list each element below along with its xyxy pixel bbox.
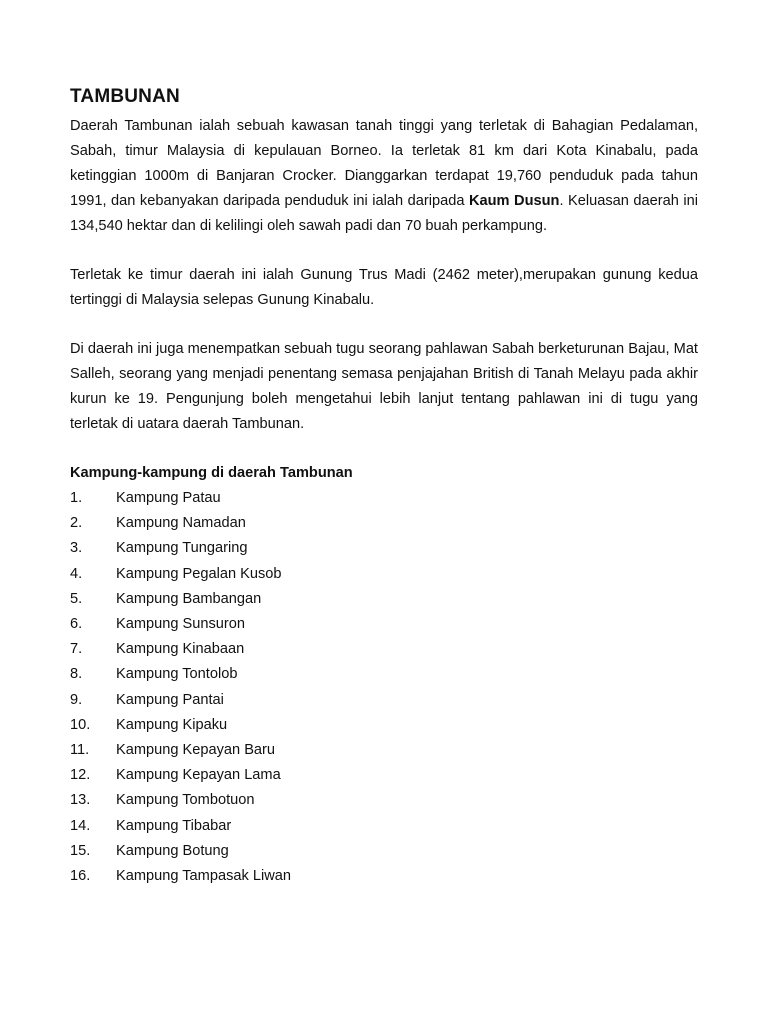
village-list-item <box>70 864 698 889</box>
village-number: 12. <box>70 767 91 784</box>
village-number: 1. <box>70 490 83 506</box>
village-list-item <box>70 814 698 839</box>
document-page <box>70 86 698 889</box>
village-name: Kampung Bambangan <box>116 590 262 607</box>
village-list-item <box>70 587 698 612</box>
village-list-item <box>70 713 698 738</box>
village-name: Kampung Tibabar <box>116 817 232 834</box>
village-number: 11. <box>70 742 90 759</box>
paragraph-intro-part2: . Keluasan daerah ini 134,540 hektar dan di kelilingi oleh sawah padi dan 70 buah perkampung. <box>70 193 698 234</box>
village-list-item <box>70 738 698 763</box>
village-number: 6. <box>70 616 83 633</box>
village-list-heading: Kampung-kampung di daerah Tambunan <box>70 465 353 481</box>
village-list-item <box>70 839 698 864</box>
paragraph-intro-bold: Kaum Dusun <box>468 193 560 209</box>
village-number: 13. <box>70 792 91 809</box>
paragraph-intro-part1: Daerah Tambunan ialah sebuah kawasan tanah tinggi yang terletak di Bahagian Pedalaman, Sabah, timur Malaysia di kepulauan Borneo. Ia terletak 81 km dari Kota Kinabalu, pada ketinggian 1000m di Banjaran Crocker. Dianggarkan terdapat 19,760 penduduk pada tahun 1991, dan kebanyakan daripada penduduk ini ialah daripada <box>70 118 698 209</box>
village-name: Kampung Namadan <box>116 515 246 532</box>
village-name: Kampung Pegalan Kusob <box>116 565 282 582</box>
village-list-item <box>70 511 698 536</box>
village-number: 9. <box>70 691 83 708</box>
village-number: 10. <box>70 716 91 733</box>
village-number: 5. <box>70 590 83 607</box>
village-name: Kampung Botung <box>116 842 229 859</box>
village-list-item <box>70 662 698 687</box>
village-name: Kampung Sunsuron <box>116 616 245 633</box>
village-number: 4. <box>70 565 83 582</box>
village-list-item <box>70 637 698 662</box>
village-name: Kampung Tombotuon <box>116 792 255 809</box>
village-list-item <box>70 688 698 713</box>
village-name: Kampung Tampasak Liwan <box>116 868 291 885</box>
village-list-item <box>70 562 698 587</box>
village-list <box>70 486 698 889</box>
village-number: 15. <box>70 842 91 859</box>
village-number: 3. <box>70 540 83 557</box>
village-name: Kampung Kepayan Baru <box>116 742 276 759</box>
paragraph-intro <box>70 114 698 239</box>
document-title: TAMBUNAN <box>70 86 180 107</box>
village-number: 16. <box>70 868 91 885</box>
village-list-item <box>70 486 698 511</box>
paragraph-monument: Di daerah ini juga menempatkan sebuah tugu seorang pahlawan Sabah berketurunan Bajau, Mat Salleh, seorang yang menjadi penentang semasa penjajahan British di Tanah Melayu pada akhir kurun ke 19. Pengunjung boleh mengetahui lebih lanjut tentang pahlawan ini di tugu yang terletak di uatara daerah Tambunan. <box>70 341 698 432</box>
village-number: 14. <box>70 817 91 834</box>
village-number: 7. <box>70 641 83 658</box>
paragraph-spacer <box>70 239 698 263</box>
village-list-item <box>70 788 698 813</box>
village-name: Kampung Kepayan Lama <box>116 767 281 784</box>
village-number: 8. <box>70 666 83 683</box>
paragraph-spacer <box>70 437 698 461</box>
village-name: Kampung Patau <box>116 490 221 506</box>
village-name: Kampung Tontolob <box>116 666 238 683</box>
paragraph-spacer <box>70 313 698 337</box>
village-number: 2. <box>70 515 83 532</box>
village-list-item <box>70 536 698 561</box>
village-name: Kampung Tungaring <box>116 540 248 557</box>
village-list-item <box>70 763 698 788</box>
paragraph-mountain: Terletak ke timur daerah ini ialah Gunung Trus Madi (2462 meter),merupakan gunung kedua tertinggi di Malaysia selepas Gunung Kinabalu. <box>70 267 698 308</box>
village-name: Kampung Kinabaan <box>116 641 245 658</box>
village-name: Kampung Pantai <box>116 691 224 708</box>
village-list-item <box>70 612 698 637</box>
village-name: Kampung Kipaku <box>116 716 228 733</box>
